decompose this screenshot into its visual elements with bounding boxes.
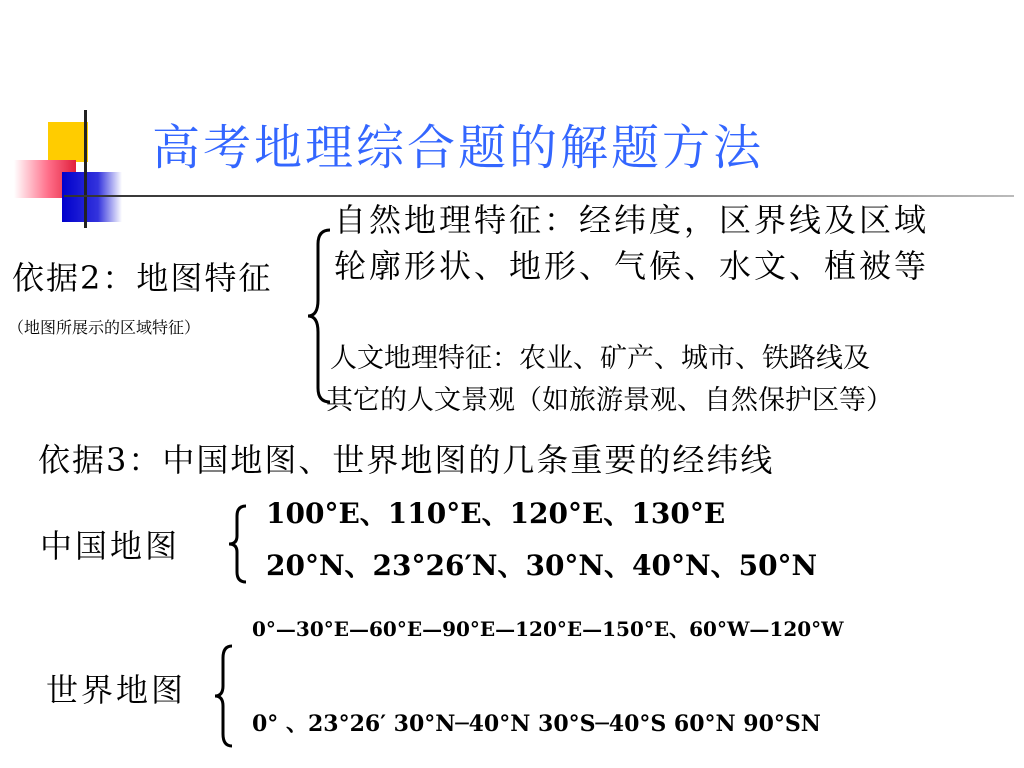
basis2-heading: 依据2：地图特征 bbox=[12, 259, 273, 297]
human-features-line-2: 其它的人文景观（如旅游景观、自然保护区等） bbox=[326, 385, 893, 416]
decor-blue-square bbox=[62, 172, 122, 222]
decor-title-underline bbox=[64, 195, 1014, 197]
world-map-brace bbox=[212, 644, 236, 748]
world-map-label: 世界地图 bbox=[46, 671, 187, 709]
china-latitudes: 20°N、23°26′N、30°N、40°N、50°N bbox=[266, 549, 818, 582]
basis3-heading: 依据3：中国地图、世界地图的几条重要的经纬线 bbox=[38, 441, 775, 479]
natural-features-line-1: 自然地理特征：经纬度，区界线及区域 bbox=[334, 201, 930, 239]
china-map-label: 中国地图 bbox=[40, 527, 181, 565]
china-longitudes: 100°E、110°E、120°E、130°E bbox=[266, 497, 726, 530]
decor-vertical-line bbox=[84, 110, 87, 228]
world-latitudes: 0° 、23°26′ 30°N─40°N 30°S─40°S 60°N 90°SN bbox=[252, 711, 821, 737]
natural-features-line-2: 轮廓形状、地形、气候、水文、植被等 bbox=[334, 247, 930, 285]
basis2-note: （地图所展示的区域特征） bbox=[8, 318, 201, 337]
basis2-brace bbox=[306, 228, 334, 404]
decor-yellow-square bbox=[48, 122, 88, 162]
china-map-brace bbox=[226, 504, 250, 584]
human-features-line-1: 人文地理特征：农业、矿产、城市、铁路线及 bbox=[330, 343, 870, 374]
world-longitudes: 0°—30°E—60°E—90°E—120°E—150°E、60°W—120°W bbox=[252, 617, 844, 641]
slide-title: 高考地理综合题的解题方法 bbox=[152, 120, 765, 176]
